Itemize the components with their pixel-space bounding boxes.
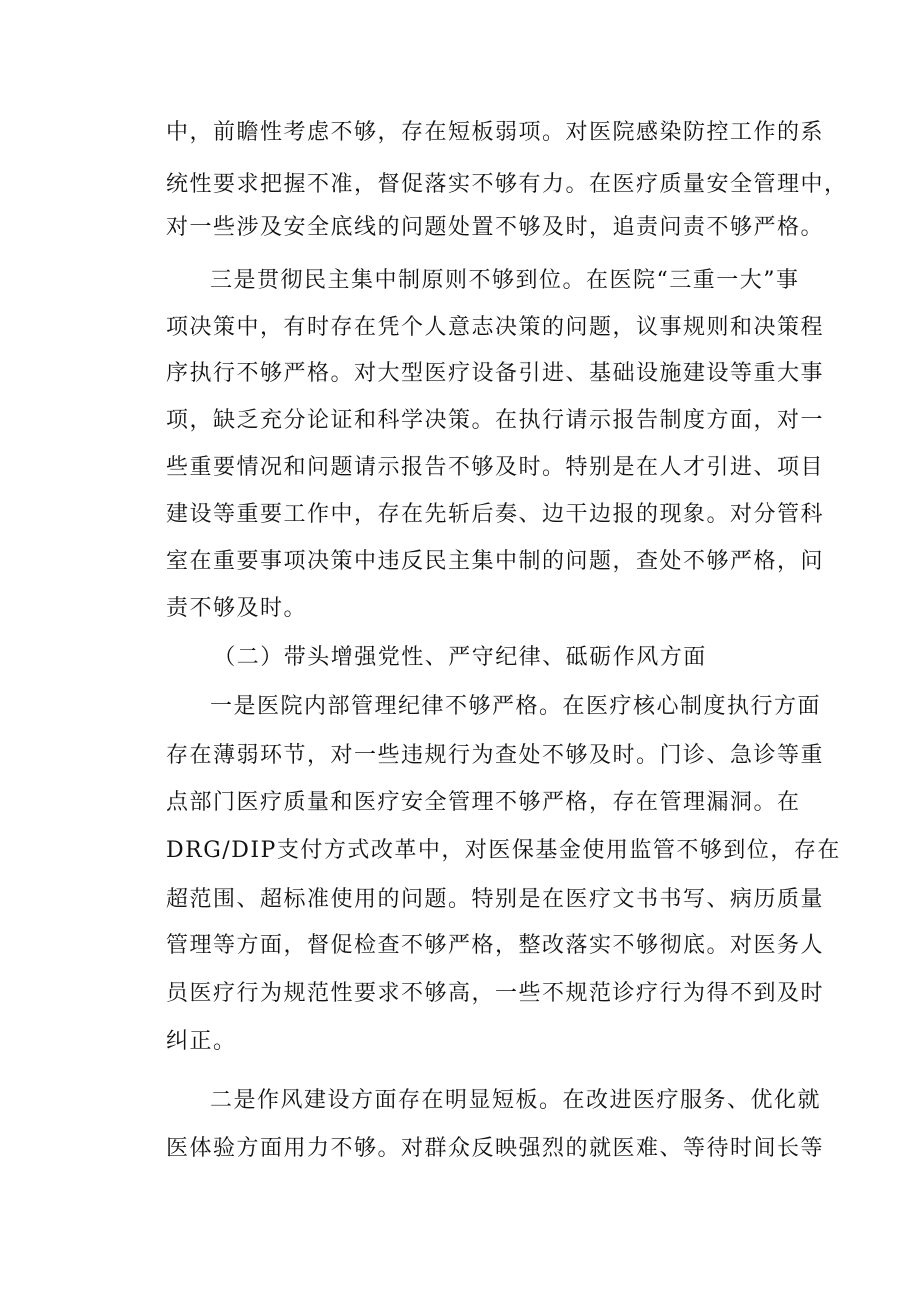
text-line-1: 中，前瞻性考虑不够，存在短板弱项。对医院感染防控工作的系	[166, 120, 825, 145]
text-line-16: DRG/DIP支付方式改革中，对医保基金使用监管不够到位，存在	[166, 838, 841, 863]
section-heading: （二）带头增强党性、严守纪律、砥砺作风方面	[213, 645, 707, 670]
text-line-3: 对一些涉及安全底线的问题处置不够及时，追责问责不够严格。	[166, 215, 825, 240]
text-line-7: 项，缺乏充分论证和科学决策。在执行请示报告制度方面，对一	[166, 408, 825, 433]
text-line-8: 些重要情况和问题请示报告不够及时。特别是在人才引进、项目	[166, 455, 825, 480]
text-line-5: 项决策中，有时存在凭个人意志决策的问题，议事规则和决策程	[166, 315, 825, 340]
text-line-18: 管理等方面，督促检查不够严格，整改落实不够彻底。对医务人	[166, 933, 825, 958]
text-line-10: 室在重要事项决策中违反民主集中制的问题，查处不够严格，问	[166, 549, 825, 574]
text-line-15: 点部门医疗质量和医疗安全管理不够严格，存在管理漏洞。在	[166, 790, 801, 815]
text-line-14: 存在薄弱环节，对一些违规行为查处不够及时。门诊、急诊等重	[166, 743, 825, 768]
paragraph-2-start: 二是作风建设方面存在明显短板。在改进医疗服务、优化就	[210, 1088, 822, 1113]
text-line-9: 建设等重要工作中，存在先斩后奏、边干边报的现象。对分管科	[166, 502, 825, 527]
text-line-17: 超范围、超标准使用的问题。特别是在医疗文书书写、病历质量	[166, 887, 825, 912]
text-line-11: 责不够及时。	[166, 596, 308, 621]
text-line-20: 纠正。	[166, 1029, 237, 1054]
text-line-6: 序执行不够严格。对大型医疗设备引进、基础设施建设等重大事	[166, 361, 825, 386]
paragraph-1-start: 一是医院内部管理纪律不够严格。在医疗核心制度执行方面	[210, 694, 822, 719]
paragraph-3-start: 三是贯彻民主集中制原则不够到位。在医院“三重一大”事	[210, 268, 800, 293]
text-line-2: 统性要求把握不准，督促落实不够有力。在医疗质量安全管理中，	[166, 172, 848, 197]
text-line-19: 员医疗行为规范性要求不够高，一些不规范诊疗行为得不到及时	[166, 981, 825, 1006]
text-line-22: 医体验方面用力不够。对群众反映强烈的就医难、等待时间长等	[166, 1136, 825, 1161]
